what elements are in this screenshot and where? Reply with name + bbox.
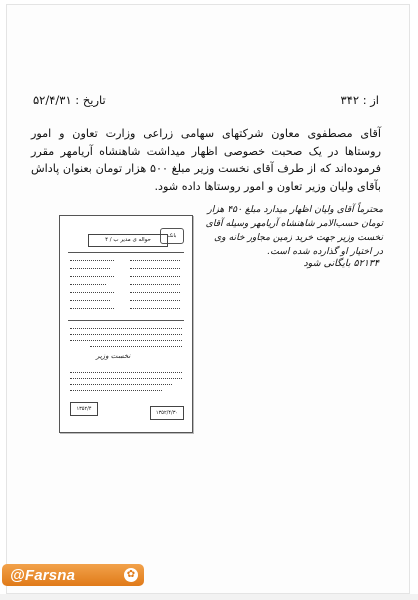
letter-date: تاریخ : ۵۲/۴/۳۱ bbox=[33, 93, 106, 107]
handwritten-note: محترماً آقای ولیان اظهار میدارد مبلغ ۴۵۰ هزار تومان حسب‌الامر شاهنشاه آریامهر وسیله آقای نخست وزیر جهت خرید زمین مجاور خانه وی در اختیار او گذارده شده است. bbox=[205, 204, 383, 257]
enclosure-text-line bbox=[70, 378, 182, 379]
enclosure-field bbox=[70, 292, 114, 293]
enclosure-text-line bbox=[70, 372, 182, 373]
enclosure-field bbox=[70, 268, 110, 269]
enclosure-field bbox=[70, 260, 114, 261]
enclosure-seal: بانک bbox=[160, 228, 184, 244]
enclosure-field bbox=[70, 300, 110, 301]
enclosure-stamp: ۱۳۵۲/۴ bbox=[70, 402, 98, 416]
enclosure-stamp: ۱۳۵۲/۴/۳۰ bbox=[150, 406, 184, 420]
enclosure-text-line bbox=[70, 340, 182, 341]
enclosure-text-line bbox=[70, 328, 182, 329]
enclosure-field bbox=[130, 300, 180, 301]
enclosure-field bbox=[70, 276, 114, 277]
enclosed-document-image bbox=[59, 215, 193, 433]
enclosure-text-line bbox=[70, 334, 182, 335]
letter-header bbox=[33, 93, 379, 113]
enclosure-field bbox=[130, 276, 180, 277]
farsna-logo-icon: ✿ bbox=[124, 568, 138, 582]
watermark-text: @Farsna bbox=[10, 566, 76, 584]
enclosure-field bbox=[70, 308, 114, 309]
enclosure-field bbox=[130, 284, 180, 285]
bottom-strip bbox=[0, 594, 418, 600]
enclosure-signature: نخست وزیر bbox=[96, 352, 131, 360]
letter-number: از : ۳۴۲ bbox=[340, 93, 379, 107]
enclosure-text-line bbox=[70, 390, 162, 391]
enclosure-field bbox=[130, 308, 180, 309]
document-page bbox=[6, 4, 410, 594]
letter-body: آقای مصطفوی معاون شرکتهای سهامی زراعی وزارت تعاون و امور روستاها در یک صحبت خصوصی اظهار میداشت شاهنشاه آریامهر مقرر فرموده‌اند که از طرف آقای نخست وزیر مبلغ ۵۰۰ هزار تومان بعنوان پاداش بآقای ولیان وزیر تعاون و امور روستاها داده شود. bbox=[31, 127, 382, 193]
enclosure-title: حواله ی مدیر ب / ۴ bbox=[88, 234, 168, 247]
enclosure-field bbox=[70, 284, 106, 285]
enclosure-rule bbox=[68, 252, 184, 253]
enclosure-field bbox=[130, 292, 180, 293]
enclosure-field bbox=[130, 268, 180, 269]
farsna-watermark bbox=[2, 564, 144, 586]
enclosure-field bbox=[130, 260, 180, 261]
enclosure-rule bbox=[68, 320, 184, 321]
enclosure-text-line bbox=[90, 346, 182, 347]
enclosure-text-line bbox=[70, 384, 172, 385]
filing-note: ۵۲۱۳۴ بایگانی شود bbox=[303, 258, 379, 269]
